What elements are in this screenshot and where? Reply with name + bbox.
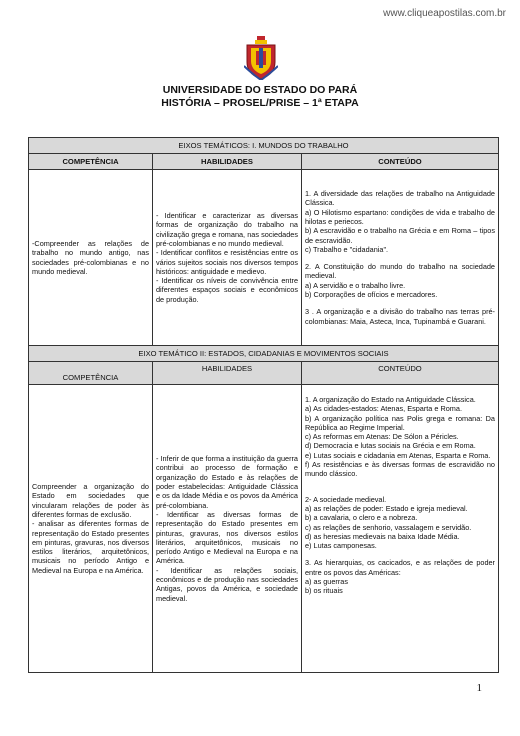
competencia-text: Compreender a organização do Estado em sociedades que vincularam relações de poder às diferentes formas de exclusão.: [32, 482, 149, 519]
syllabus-table: [28, 137, 499, 673]
spacer: [305, 550, 495, 558]
page-number: 1: [476, 682, 482, 694]
column-header-habilidades: HABILIDADES: [153, 154, 302, 170]
conteudo-item: b) Corporações de ofícios e mercadores.: [305, 290, 438, 300]
theme-row-2: EIXO TEMÁTICO II: ESTADOS, CIDADANIAS E MOVIMENTOS SOCIAIS: [29, 346, 499, 362]
conteudo-item: a) O Hilotismo espartano: condições de vida e trabalho de hilotas e periecos.: [305, 207, 495, 226]
conteudo-item: e) Lutas camponesas.: [305, 541, 377, 551]
conteudo-item: d) Democracia e lutas sociais na Grécia e em Roma.: [305, 441, 476, 451]
habilidades-cell-2: [153, 385, 302, 673]
spacer: [305, 254, 495, 262]
conteudo-item: e) Lutas sociais e cidadania em Atenas, Esparta e Roma.: [305, 450, 491, 460]
conteudo-item: a) as relações de poder: Estado e igreja medieval.: [305, 503, 468, 513]
conteudo-item: a) A servidão e o trabalho livre.: [305, 280, 406, 290]
column-header-competencia-2: COMPETÊNCIA: [29, 362, 153, 385]
exam-subtitle: HISTÓRIA – PROSEL/PRISE – 1ª ETAPA: [161, 97, 359, 109]
conteudo-item: 3 . A organização e a divisão do trabalho nas terras pré-colombianas: Maia, Asteca, Inca, Tupinambá e Guarani.: [305, 307, 495, 326]
competencia-text: - analisar as diferentes formas de representação do Estado presentes em pinturas, gravuras, nos diversos estilos literários, arquitetônicos, musicais no período Antigo e Medieval na Europa e na América.: [32, 519, 149, 575]
column-header-conteudo: CONTEÚDO: [302, 154, 499, 170]
conteudo-item: f) As resistências e às diversas formas de escravidão no mundo clássico.: [305, 460, 495, 479]
column-header-habilidades-2: HABILIDADES: [153, 362, 302, 385]
conteudo-item: a) as guerras: [305, 577, 348, 587]
spacer: [305, 479, 495, 487]
conteudo-item: 2. A Constituição do mundo do trabalho na sociedade medieval.: [305, 262, 495, 281]
habilidade-item: - Identificar as diversas formas de representação do Estado presentes em pinturas, gravuras, nos diversos estilos literários, arquitetônicos, musicais no período Antigo e Medieval na Europa e na América.: [156, 509, 298, 566]
habilidade-item: - Identificar os níveis de convivência entre diferentes espaços sociais e econômicos de produção.: [156, 276, 298, 304]
conteudo-item: 2- A sociedade medieval.: [305, 494, 387, 504]
conteudo-item: 3. As hierarquias, os cacicados, e as relações de poder entre os povos das Américas:: [305, 558, 495, 577]
conteudo-item: 1. A diversidade das relações de trabalho na Antiguidade Clássica.: [305, 189, 495, 208]
conteudo-item: c) as relações de senhorio, vassalagem e servidão.: [305, 522, 472, 532]
habilidade-item: - Inferir de que forma a instituição da guerra contribui ao processo de formação e organização do Estado e às relações de poder estabelecidas: Antiguidade Clássica e os da Idade Média e os povos da América pré-colombiana.: [156, 454, 298, 510]
university-title: UNIVERSIDADE DO ESTADO DO PARÁ: [162, 84, 358, 96]
column-header-competencia: COMPETÊNCIA: [29, 154, 153, 170]
competencia-text: -Compreender as relações de trabalho no mundo antigo, nas sociedades pré-colombianas e no mundo medieval.: [32, 238, 149, 276]
conteudo-item: c) As reformas em Atenas: De Sólon a Péricles.: [305, 432, 459, 442]
theme-row-1: EIXOS TEMÁTICOS: I. MUNDOS DO TRABALHO: [29, 138, 499, 154]
conteudo-cell-1: [302, 170, 499, 346]
habilidade-item: - Identificar conflitos e resistências entre os vários sujeitos sociais nos diversos tempos históricos: antiguidade e medievo.: [156, 248, 298, 276]
conteudo-item: b) A organização política nas Polis grega e romana: Da República ao Regime Imperial.: [305, 413, 495, 432]
conteudo-item: a) As cidades-estados: Atenas, Esparta e Roma.: [305, 404, 462, 414]
habilidade-item: - Identificar as relações sociais, econômicos e de produção nas sociedades Antigas, povos da América, e sociedade medieval.: [156, 565, 298, 603]
conteudo-item: d) as heresias medievais na baixa Idade Média.: [305, 531, 460, 541]
competencia-cell-1: [29, 170, 153, 346]
site-url[interactable]: www.cliqueapostilas.com.br: [383, 8, 506, 19]
conteudo-cell-2: [302, 385, 499, 673]
university-coat-of-arms-icon: [244, 36, 278, 80]
conteudo-item: c) Trabalho e "cidadania".: [305, 244, 389, 254]
conteudo-item: b) a cavalaria, o clero e a nobreza.: [305, 513, 418, 523]
competencia-cell-2: [29, 385, 153, 673]
spacer: [305, 487, 495, 495]
conteudo-item: b) A escravidão e o trabalho na Grécia e em Roma – tipos de escravidão.: [305, 226, 495, 245]
conteudo-item: 1. A organização do Estado na Antiguidade Clássica.: [305, 395, 476, 404]
conteudo-item: b) os rituais: [305, 586, 343, 596]
column-header-conteudo-2: CONTEÚDO: [302, 362, 499, 385]
habilidade-item: - Identificar e caracterizar as diversas formas de organização do trabalho na civilização grega e romana, nas sociedades pré-colombianas e no mundo medieval.: [156, 211, 298, 248]
spacer: [305, 299, 495, 307]
habilidades-cell-1: [153, 170, 302, 346]
